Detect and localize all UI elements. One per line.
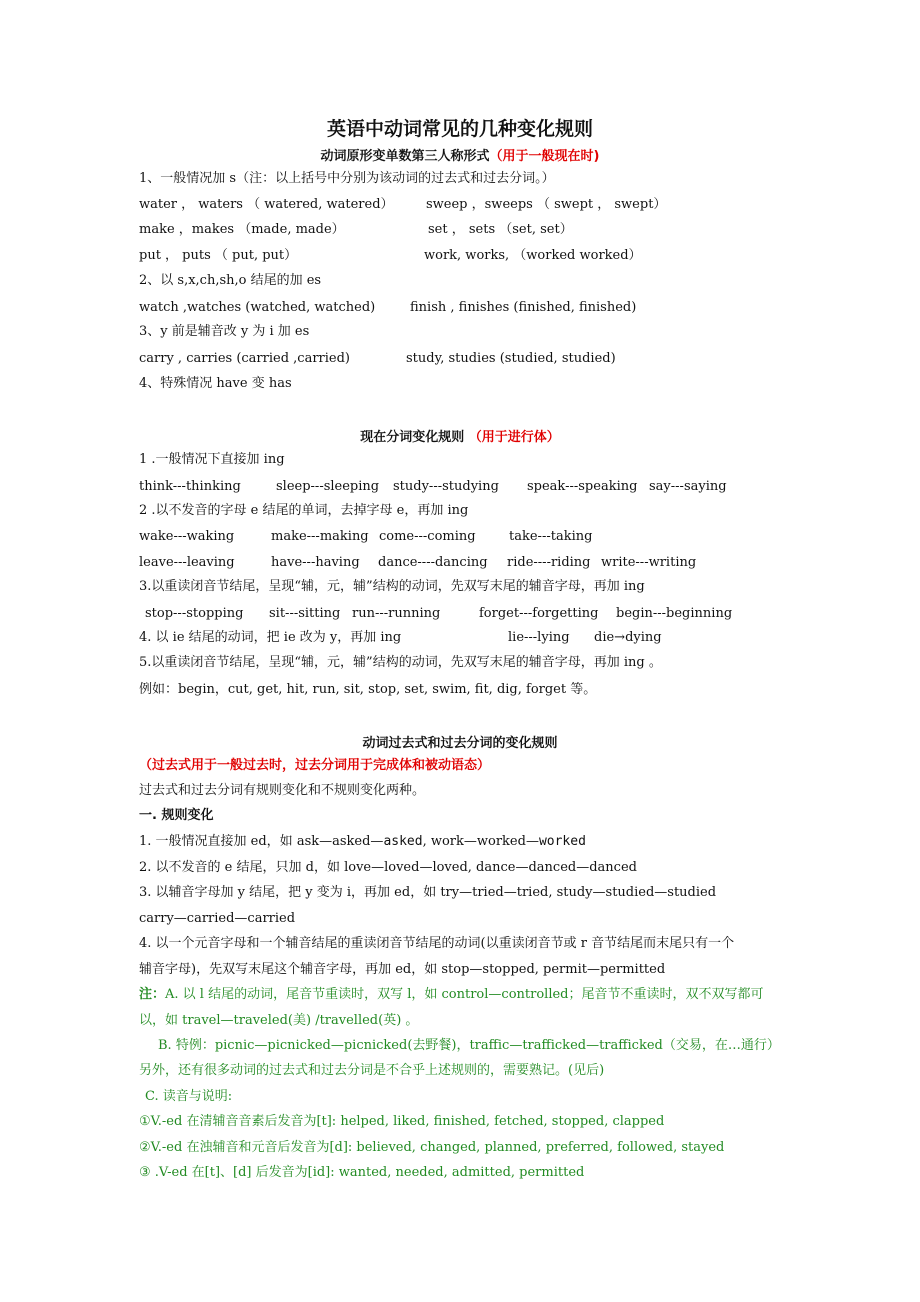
s3-noteA-label: 注： (139, 987, 166, 1002)
s3-intro: 过去式和过去分词有规则变化和不规则变化两种。 (139, 783, 426, 798)
s3-noteB: B. 特例：picnic—picnicked—picnicked(去野餐)，traffic—trafficked—trafficked（交易，在…通行） (158, 1038, 780, 1053)
section3-note: （过去式用于一般过去时，过去分词用于完成体和被动语态） (139, 758, 491, 773)
section1-heading-note: （用于一般现在时) (489, 149, 600, 164)
s3-noteC: C. 读音与说明: (145, 1089, 233, 1104)
s2-ex1-3: study---studying (393, 479, 499, 494)
s2-ex3-3: run---running (352, 606, 441, 621)
s2-ex3-1: stop---stopping (145, 606, 244, 621)
s2-ex3-4: forget---forgetting (479, 606, 599, 621)
section1-heading (0, 145, 920, 164)
s2-rule2: 2 .以不发音的字母 e 结尾的单词，去掉字母 e，再加 ing (139, 503, 469, 518)
s2-ex2b-1: leave---leaving (139, 555, 235, 570)
s3-r1-text: 1. 一般情况直接加 ed，如 ask—asked— (139, 834, 384, 849)
s1-row3-left: put ， puts （ put, put） (139, 248, 298, 263)
s2-ex3-5: begin---beginning (616, 606, 733, 621)
s1-rule3-ex-left: carry , carries (carried ,carried) (139, 351, 350, 366)
section3-heading: 动词过去式和过去分词的变化规则 (362, 736, 558, 751)
s1-rule3: 3、y 前是辅音改 y 为 i 加 es (139, 324, 310, 339)
s2-rule4: 4. 以 ie 结尾的动词，把 ie 改为 y，再加 ing (139, 630, 402, 645)
s2-ex1-2: sleep---sleeping (276, 479, 380, 494)
s3-r1-worked: worked (538, 834, 586, 849)
s1-rule1: 1、一般情况加 s（注：以上括号中分别为该动词的过去式和过去分词。） (139, 171, 555, 186)
s3-r4a: 4. 以一个元音字母和一个辅音结尾的重读闭音节结尾的动词(以重读闭音节或 r 音节结尾而末尾只有一个 (139, 936, 735, 951)
s1-row3-right: work, works, （worked worked） (424, 248, 642, 263)
s1-row2-right: set ， sets （set, set） (428, 222, 573, 237)
s2-ex2b-2: have---having (271, 555, 360, 570)
s1-row2-left: make ，makes （made, made） (139, 222, 345, 237)
s2-ex2a-4: take---taking (509, 529, 593, 544)
s3-r2: 2. 以不发音的 e 结尾，只加 d，如 love—loved—loved, dance—danced—danced (139, 860, 637, 875)
s2-ex1-4: speak---speaking (527, 479, 638, 494)
s2-ex2b-4: ride----riding (507, 555, 591, 570)
s3-p2: ②V.-ed 在浊辅音和元音后发音为[d]: believed, changed, planned, preferred, followed, stayed (139, 1140, 725, 1155)
s2-rule5: 5.以重读闭音节结尾，呈现“辅，元，辅”结构的动词，先双写末尾的辅音字母，再加 ing 。 (139, 655, 662, 670)
s2-ex2a-2: make---making (271, 529, 369, 544)
s1-rule3-ex-right: study, studies (studied, studied) (406, 351, 616, 366)
s2-ex3-2: sit---sitting (269, 606, 341, 621)
s3-noteA1-text: A. 以 l 结尾的动词，尾音节重读时，双写 l，如 control—controlled；尾音节不重读时，双不双写都可 (165, 987, 764, 1002)
section2-heading-text: 现在分词变化规则 (360, 430, 469, 445)
s2-examples: 例如：begin，cut, get, hit, run, sit, stop, set, swim, fit, dig, forget 等。 (139, 682, 597, 697)
s2-rule4-ex1: lie---lying (508, 630, 570, 645)
s3-r1 (139, 833, 586, 851)
s2-ex2a-3: come---coming (379, 529, 476, 544)
section2-heading (0, 426, 920, 445)
s3-p3: ③ .V-ed 在[t]、[d] 后发音为[id]: wanted, needed, admitted, permitted (139, 1165, 585, 1180)
s3-noteA1 (139, 986, 764, 1004)
s2-ex2b-5: write---writing (601, 555, 697, 570)
s3-other: 另外，还有很多动词的过去式和过去分词是不合乎上述规则的，需要熟记。(见后) (139, 1063, 605, 1078)
section1-heading-text: 动词原形变单数第三人称形式 (320, 149, 490, 164)
s3-r1-asked: asked (383, 834, 423, 849)
page-title: 英语中动词常见的几种变化规则 (326, 118, 593, 140)
s2-ex2a-1: wake---waking (139, 529, 235, 544)
s2-rule1: 1 .一般情况下直接加 ing (139, 452, 285, 467)
section2-heading-note: （用于进行体） (468, 430, 560, 445)
s3-r3b: carry—carried—carried (139, 911, 296, 926)
s2-ex2b-3: dance----dancing (378, 555, 488, 570)
s1-rule2-ex-left: watch ,watches (watched, watched) (139, 300, 376, 315)
s1-row1-left: water ， waters （ watered, watered） (139, 197, 394, 212)
s2-ex1-1: think---thinking (139, 479, 241, 494)
s1-rule2: 2、以 s,x,ch,sh,o 结尾的加 es (139, 273, 322, 288)
s3-r3: 3. 以辅音字母加 y 结尾，把 y 变为 i，再加 ed，如 try—tried—tried, study—studied—studied (139, 885, 717, 900)
s1-rule4: 4、特殊情况 have 变 has (139, 376, 292, 391)
s1-row1-right: sweep ，sweeps （ swept ， swept） (426, 197, 667, 212)
s3-sub1: 一. 规则变化 (139, 808, 214, 823)
s3-r4b: 辅音字母)，先双写末尾这个辅音字母，再加 ed，如 stop—stopped, permit—permitted (139, 962, 666, 977)
s3-r1-text2: , work—worked— (422, 834, 539, 849)
s2-ex1-5: say---saying (649, 479, 727, 494)
s3-p1: ①V.-ed 在清辅音音素后发音为[t]: helped, liked, finished, fetched, stopped, clapped (139, 1114, 665, 1129)
s2-rule4-ex2: die→dying (594, 630, 662, 645)
s1-rule2-ex-right: finish , finishes (finished, finished) (410, 300, 637, 315)
s2-rule3: 3.以重读闭音节结尾，呈现“辅，元，辅”结构的动词，先双写末尾的辅音字母，再加 ing (139, 579, 645, 594)
s3-noteA2: 以，如 travel—traveled(美) /travelled(英) 。 (139, 1013, 419, 1028)
